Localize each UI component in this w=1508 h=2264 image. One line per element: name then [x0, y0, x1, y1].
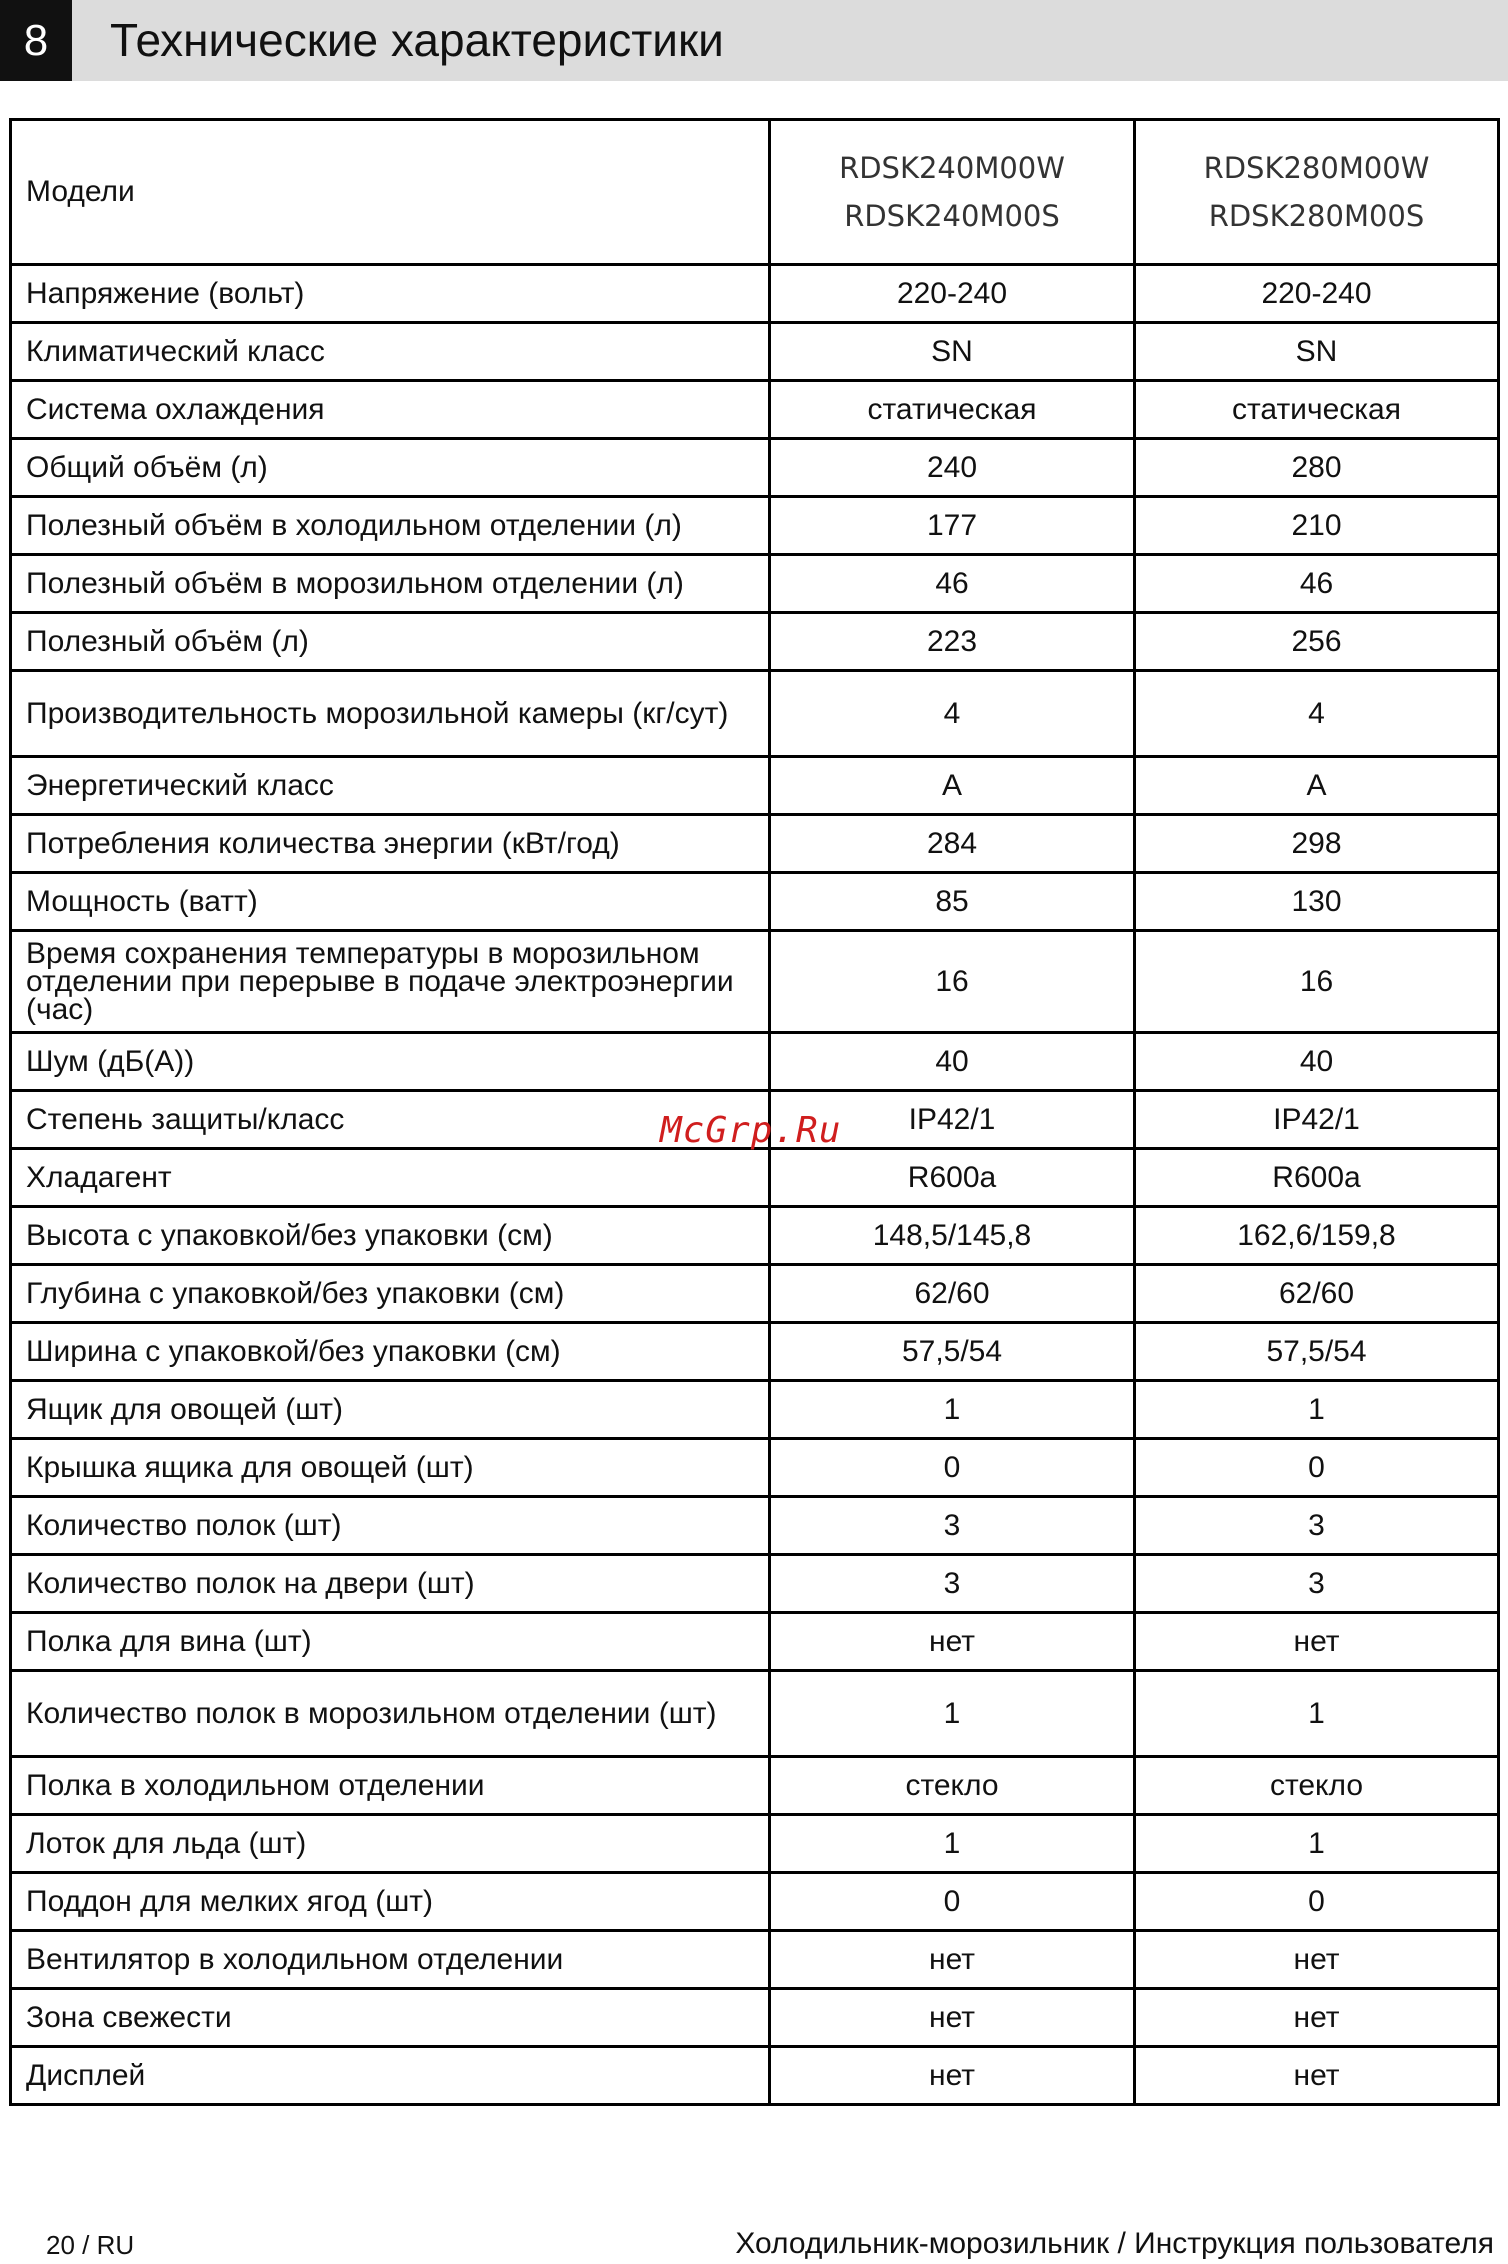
table-row: [11, 381, 1499, 439]
table-row: [11, 873, 1499, 931]
parameter-cell: Дисплей: [11, 2047, 770, 2105]
parameter-cell: Общий объём (л): [11, 439, 770, 497]
model-1-value: 0: [770, 1439, 1135, 1497]
model-2-value: 298: [1135, 815, 1499, 873]
table-row: [11, 265, 1499, 323]
model-2-value: 130: [1135, 873, 1499, 931]
parameter-cell: Энергетический класс: [11, 757, 770, 815]
parameter-cell: Крышка ящика для овощей (шт): [11, 1439, 770, 1497]
table-row: [11, 1439, 1499, 1497]
parameter-cell: Высота с упаковкой/без упаковки (см): [11, 1207, 770, 1265]
model-1-value: нет: [770, 1989, 1135, 2047]
parameter-cell: Степень защиты/класс: [11, 1091, 770, 1149]
table-row: [11, 1873, 1499, 1931]
parameter-cell: Зона свежести: [11, 1989, 770, 2047]
parameter-cell: Напряжение (вольт): [11, 265, 770, 323]
model-2-value: 1: [1135, 1671, 1499, 1757]
parameter-cell: Количество полок (шт): [11, 1497, 770, 1555]
table-header-row: [11, 120, 1499, 265]
parameter-cell: Мощность (ватт): [11, 873, 770, 931]
table-row: [11, 323, 1499, 381]
parameter-cell: Полка для вина (шт): [11, 1613, 770, 1671]
model-2-value: IP42/1: [1135, 1091, 1499, 1149]
model-1-value: 1: [770, 1381, 1135, 1439]
table-row: [11, 2047, 1499, 2105]
model-1-value: 1: [770, 1815, 1135, 1873]
model-2-value: 1: [1135, 1815, 1499, 1873]
parameter-cell: Вентилятор в холодильном отделении: [11, 1931, 770, 1989]
model-1-value: 3: [770, 1555, 1135, 1613]
model-1-value: нет: [770, 1613, 1135, 1671]
parameter-cell: Полезный объём в морозильном отделении (л): [11, 555, 770, 613]
table-row: [11, 1207, 1499, 1265]
models-label: Модели: [11, 120, 770, 265]
model-1-value: 85: [770, 873, 1135, 931]
table-row: [11, 1757, 1499, 1815]
model-2-value: 62/60: [1135, 1265, 1499, 1323]
parameter-cell: Лоток для льда (шт): [11, 1815, 770, 1873]
parameter-cell: Потребления количества энергии (кВт/год): [11, 815, 770, 873]
model-1-value: 4: [770, 671, 1135, 757]
model-2-value: 3: [1135, 1555, 1499, 1613]
parameter-cell: Климатический класс: [11, 323, 770, 381]
model-1-value: 40: [770, 1033, 1135, 1091]
model-column-2: [1135, 120, 1499, 265]
table-row: [11, 671, 1499, 757]
section-header: [0, 0, 1508, 81]
table-row: [11, 1265, 1499, 1323]
table-row: [11, 1149, 1499, 1207]
model-2-value: 16: [1135, 931, 1499, 1033]
model-1-value: A: [770, 757, 1135, 815]
model-1-value: 46: [770, 555, 1135, 613]
model-1-value: SN: [770, 323, 1135, 381]
parameter-cell: Ширина с упаковкой/без упаковки (см): [11, 1323, 770, 1381]
parameter-cell: Время сохранения температуры в морозильном отделении при перерыве в подаче электроэнергии (час): [11, 931, 770, 1033]
model-1-value: 57,5/54: [770, 1323, 1135, 1381]
table-row: [11, 1381, 1499, 1439]
parameter-cell: Полезный объём (л): [11, 613, 770, 671]
table-row: [11, 439, 1499, 497]
model-2-value: A: [1135, 757, 1499, 815]
model-1-value: 177: [770, 497, 1135, 555]
model-2-value: 4: [1135, 671, 1499, 757]
table-row: [11, 1323, 1499, 1381]
model-2-value: нет: [1135, 2047, 1499, 2105]
model-1-value: IP42/1: [770, 1091, 1135, 1149]
model-2-value: 0: [1135, 1873, 1499, 1931]
model-1-value: 240: [770, 439, 1135, 497]
parameter-cell: Количество полок на двери (шт): [11, 1555, 770, 1613]
table-row: [11, 497, 1499, 555]
model-2-value: 162,6/159,8: [1135, 1207, 1499, 1265]
parameter-cell: Поддон для мелких ягод (шт): [11, 1873, 770, 1931]
section-number: 8: [0, 0, 72, 81]
model-name: RDSK280M00W: [1203, 151, 1430, 185]
model-1-value: 0: [770, 1873, 1135, 1931]
table-row: [11, 815, 1499, 873]
model-1-value: 62/60: [770, 1265, 1135, 1323]
table-row: [11, 1033, 1499, 1091]
model-column-1: [770, 120, 1135, 265]
model-1-value: стекло: [770, 1757, 1135, 1815]
model-1-value: 16: [770, 931, 1135, 1033]
model-1-value: 220-240: [770, 265, 1135, 323]
model-1-value: нет: [770, 1931, 1135, 1989]
table-row: [11, 1931, 1499, 1989]
model-1-value: 223: [770, 613, 1135, 671]
model-name: RDSK280M00S: [1208, 199, 1425, 233]
model-2-value: 210: [1135, 497, 1499, 555]
parameter-cell: Полка в холодильном отделении: [11, 1757, 770, 1815]
model-2-value: 1: [1135, 1381, 1499, 1439]
model-name: RDSK240M00S: [844, 199, 1060, 233]
table-row: [11, 1671, 1499, 1757]
model-2-value: 280: [1135, 439, 1499, 497]
model-name: RDSK240M00W: [839, 151, 1065, 185]
model-2-value: 3: [1135, 1497, 1499, 1555]
model-2-value: нет: [1135, 1989, 1499, 2047]
section-title: Технические характеристики: [110, 14, 724, 66]
model-2-value: 0: [1135, 1439, 1499, 1497]
table-row: [11, 931, 1499, 1033]
model-2-value: нет: [1135, 1613, 1499, 1671]
model-2-value: 46: [1135, 555, 1499, 613]
document-title: Холодильник-морозильник / Инструкция пользователя: [735, 2227, 1494, 2260]
parameter-cell: Количество полок в морозильном отделении (шт): [11, 1671, 770, 1757]
model-2-value: 40: [1135, 1033, 1499, 1091]
table-row: [11, 1555, 1499, 1613]
table-row: [11, 1613, 1499, 1671]
table-row: [11, 555, 1499, 613]
parameter-cell: Глубина с упаковкой/без упаковки (см): [11, 1265, 770, 1323]
model-1-value: R600a: [770, 1149, 1135, 1207]
model-2-value: R600a: [1135, 1149, 1499, 1207]
model-1-value: статическая: [770, 381, 1135, 439]
model-2-value: нет: [1135, 1931, 1499, 1989]
model-1-value: 1: [770, 1671, 1135, 1757]
model-1-value: 148,5/145,8: [770, 1207, 1135, 1265]
page-number: 20 / RU: [46, 2230, 135, 2260]
model-1-value: 3: [770, 1497, 1135, 1555]
model-2-value: 220-240: [1135, 265, 1499, 323]
model-2-value: 57,5/54: [1135, 1323, 1499, 1381]
parameter-cell: Шум (дБ(А)): [11, 1033, 770, 1091]
watermark: McGrp.Ru: [660, 1110, 842, 1151]
table-row: [11, 1989, 1499, 2047]
model-1-value: нет: [770, 2047, 1135, 2105]
parameter-cell: Система охлаждения: [11, 381, 770, 439]
model-2-value: 256: [1135, 613, 1499, 671]
table-row: [11, 1815, 1499, 1873]
parameter-cell: Производительность морозильной камеры (кг/сут): [11, 671, 770, 757]
table-row: [11, 1497, 1499, 1555]
model-2-value: SN: [1135, 323, 1499, 381]
table-row: [11, 613, 1499, 671]
table-row: [11, 757, 1499, 815]
model-2-value: стекло: [1135, 1757, 1499, 1815]
model-2-value: статическая: [1135, 381, 1499, 439]
parameter-cell: Полезный объём в холодильном отделении (л): [11, 497, 770, 555]
parameter-cell: Хладагент: [11, 1149, 770, 1207]
parameter-cell: Ящик для овощей (шт): [11, 1381, 770, 1439]
model-1-value: 284: [770, 815, 1135, 873]
